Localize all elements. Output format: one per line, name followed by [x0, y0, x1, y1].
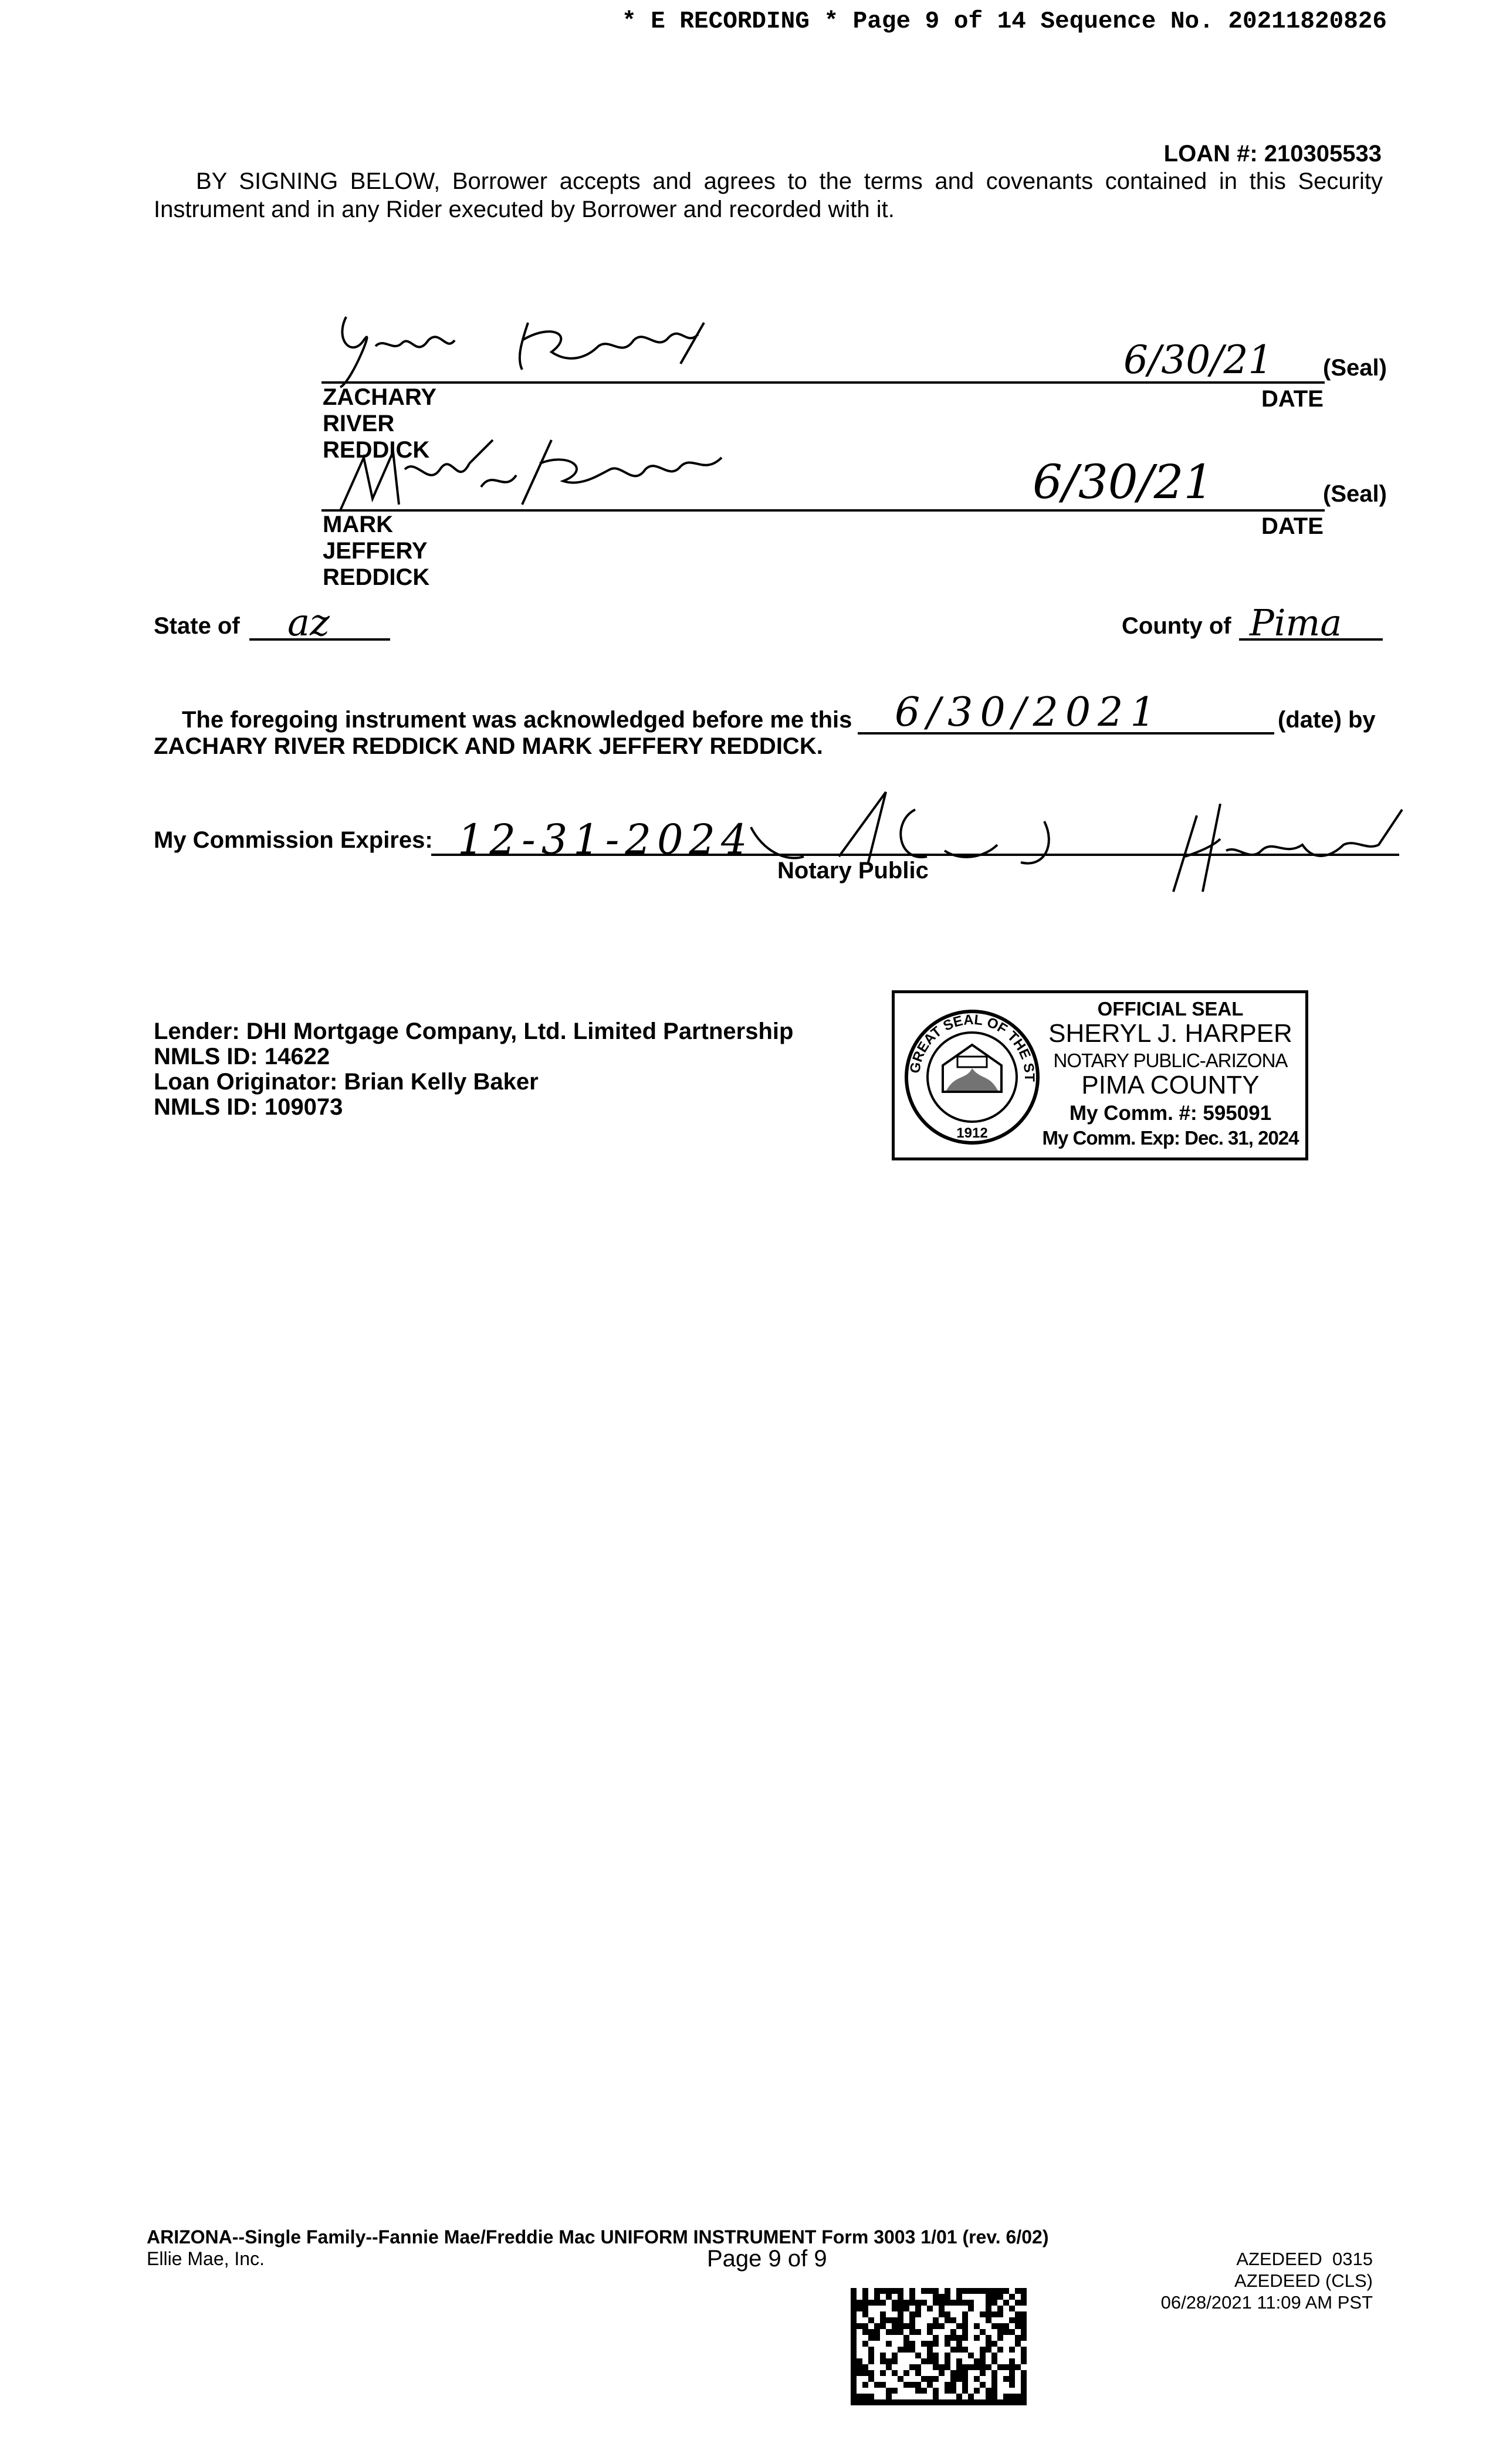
seal-emblem-year: 1912: [956, 1125, 988, 1141]
acknowledgment-suffix: (date) by: [1278, 707, 1376, 733]
seal-commission-number: My Comm. #: 595091: [1069, 1102, 1272, 1125]
borrower-2-name: MARK JEFFERY REDDICK: [323, 512, 430, 590]
borrower-1-seal-label: (Seal): [1323, 355, 1387, 381]
originator-nmls: NMLS ID: 109073: [154, 1094, 343, 1120]
loan-originator: Loan Originator: Brian Kelly Baker: [154, 1069, 539, 1095]
footer-2d-barcode: [851, 2288, 1027, 2405]
county-value: Pima: [1250, 601, 1342, 644]
acknowledgment-date: 6/30/2021: [895, 689, 1163, 736]
loan-number: LOAN #: 210305533: [1163, 141, 1382, 167]
state-label: State of: [154, 613, 240, 639]
lender-nmls: NMLS ID: 14622: [154, 1044, 330, 1069]
footer-code-2: AZEDEED (CLS): [1234, 2270, 1373, 2291]
notary-signature: [751, 786, 1408, 903]
borrower-2-date: 6/30/21: [1033, 455, 1214, 509]
commission-value: 12-31-2024: [458, 815, 753, 864]
acceptance-paragraph: BY SIGNING BELOW, Borrower accepts and agrees to the terms and covenants contained in this Security Instrument and in any Rider executed by Borrower and recorded with it.: [154, 168, 1383, 222]
seal-emblem-text: GREAT SEAL OF THE STATE OF ARIZONA: [896, 991, 1038, 1081]
footer-code-block: [1161, 2248, 1373, 2313]
seal-notary-role: NOTARY PUBLIC-ARIZONA: [1053, 1050, 1288, 1071]
footer-form-line: ARIZONA--Single Family--Fannie Mae/Freddie Mac UNIFORM INSTRUMENT Form 3003 1/01 (rev. 6/02): [147, 2226, 1049, 2248]
borrower-1-date-label: DATE: [1261, 386, 1324, 412]
recording-header: * E RECORDING * Page 9 of 14 Sequence No. 20211820826: [622, 8, 1387, 35]
lender-block: [154, 1019, 793, 1120]
borrower-1-signature: [329, 305, 739, 387]
seal-county: PIMA COUNTY: [1081, 1071, 1260, 1099]
official-notary-seal: [892, 990, 1308, 1160]
footer-page-number: Page 9 of 9: [707, 2246, 827, 2272]
acknowledgment-prefix: The foregoing instrument was acknowledged before me this: [182, 707, 852, 733]
seal-commission-expiration: My Comm. Exp: Dec. 31, 2024: [1042, 1127, 1299, 1149]
seal-title: OFFICIAL SEAL: [1097, 998, 1244, 1020]
seal-notary-name: SHERYL J. HARPER: [1048, 1019, 1292, 1048]
borrower-2-signature-line: [321, 509, 1325, 512]
borrower-1-date: 6/30/21: [1123, 337, 1273, 383]
state-value: az: [287, 601, 330, 645]
footer-timestamp: 06/28/2021 11:09 AM PST: [1160, 2292, 1373, 2313]
borrower-1-name: ZACHARY RIVER REDDICK: [323, 384, 436, 463]
borrower-2-date-label: DATE: [1261, 513, 1324, 539]
county-label: County of: [1122, 613, 1231, 639]
notary-label: Notary Public: [777, 858, 929, 884]
footer-vendor: Ellie Mae, Inc.: [147, 2248, 265, 2269]
arizona-state-seal-emblem: [896, 991, 1043, 1150]
borrower-2-seal-label: (Seal): [1323, 481, 1387, 507]
commission-label: My Commission Expires:: [154, 827, 433, 853]
footer-code-1: AZEDEED 0315: [1236, 2249, 1373, 2269]
lender-name: Lender: DHI Mortgage Company, Ltd. Limited Partnership: [154, 1018, 794, 1044]
acknowledgment-names: ZACHARY RIVER REDDICK AND MARK JEFFERY REDDICK.: [154, 733, 823, 759]
